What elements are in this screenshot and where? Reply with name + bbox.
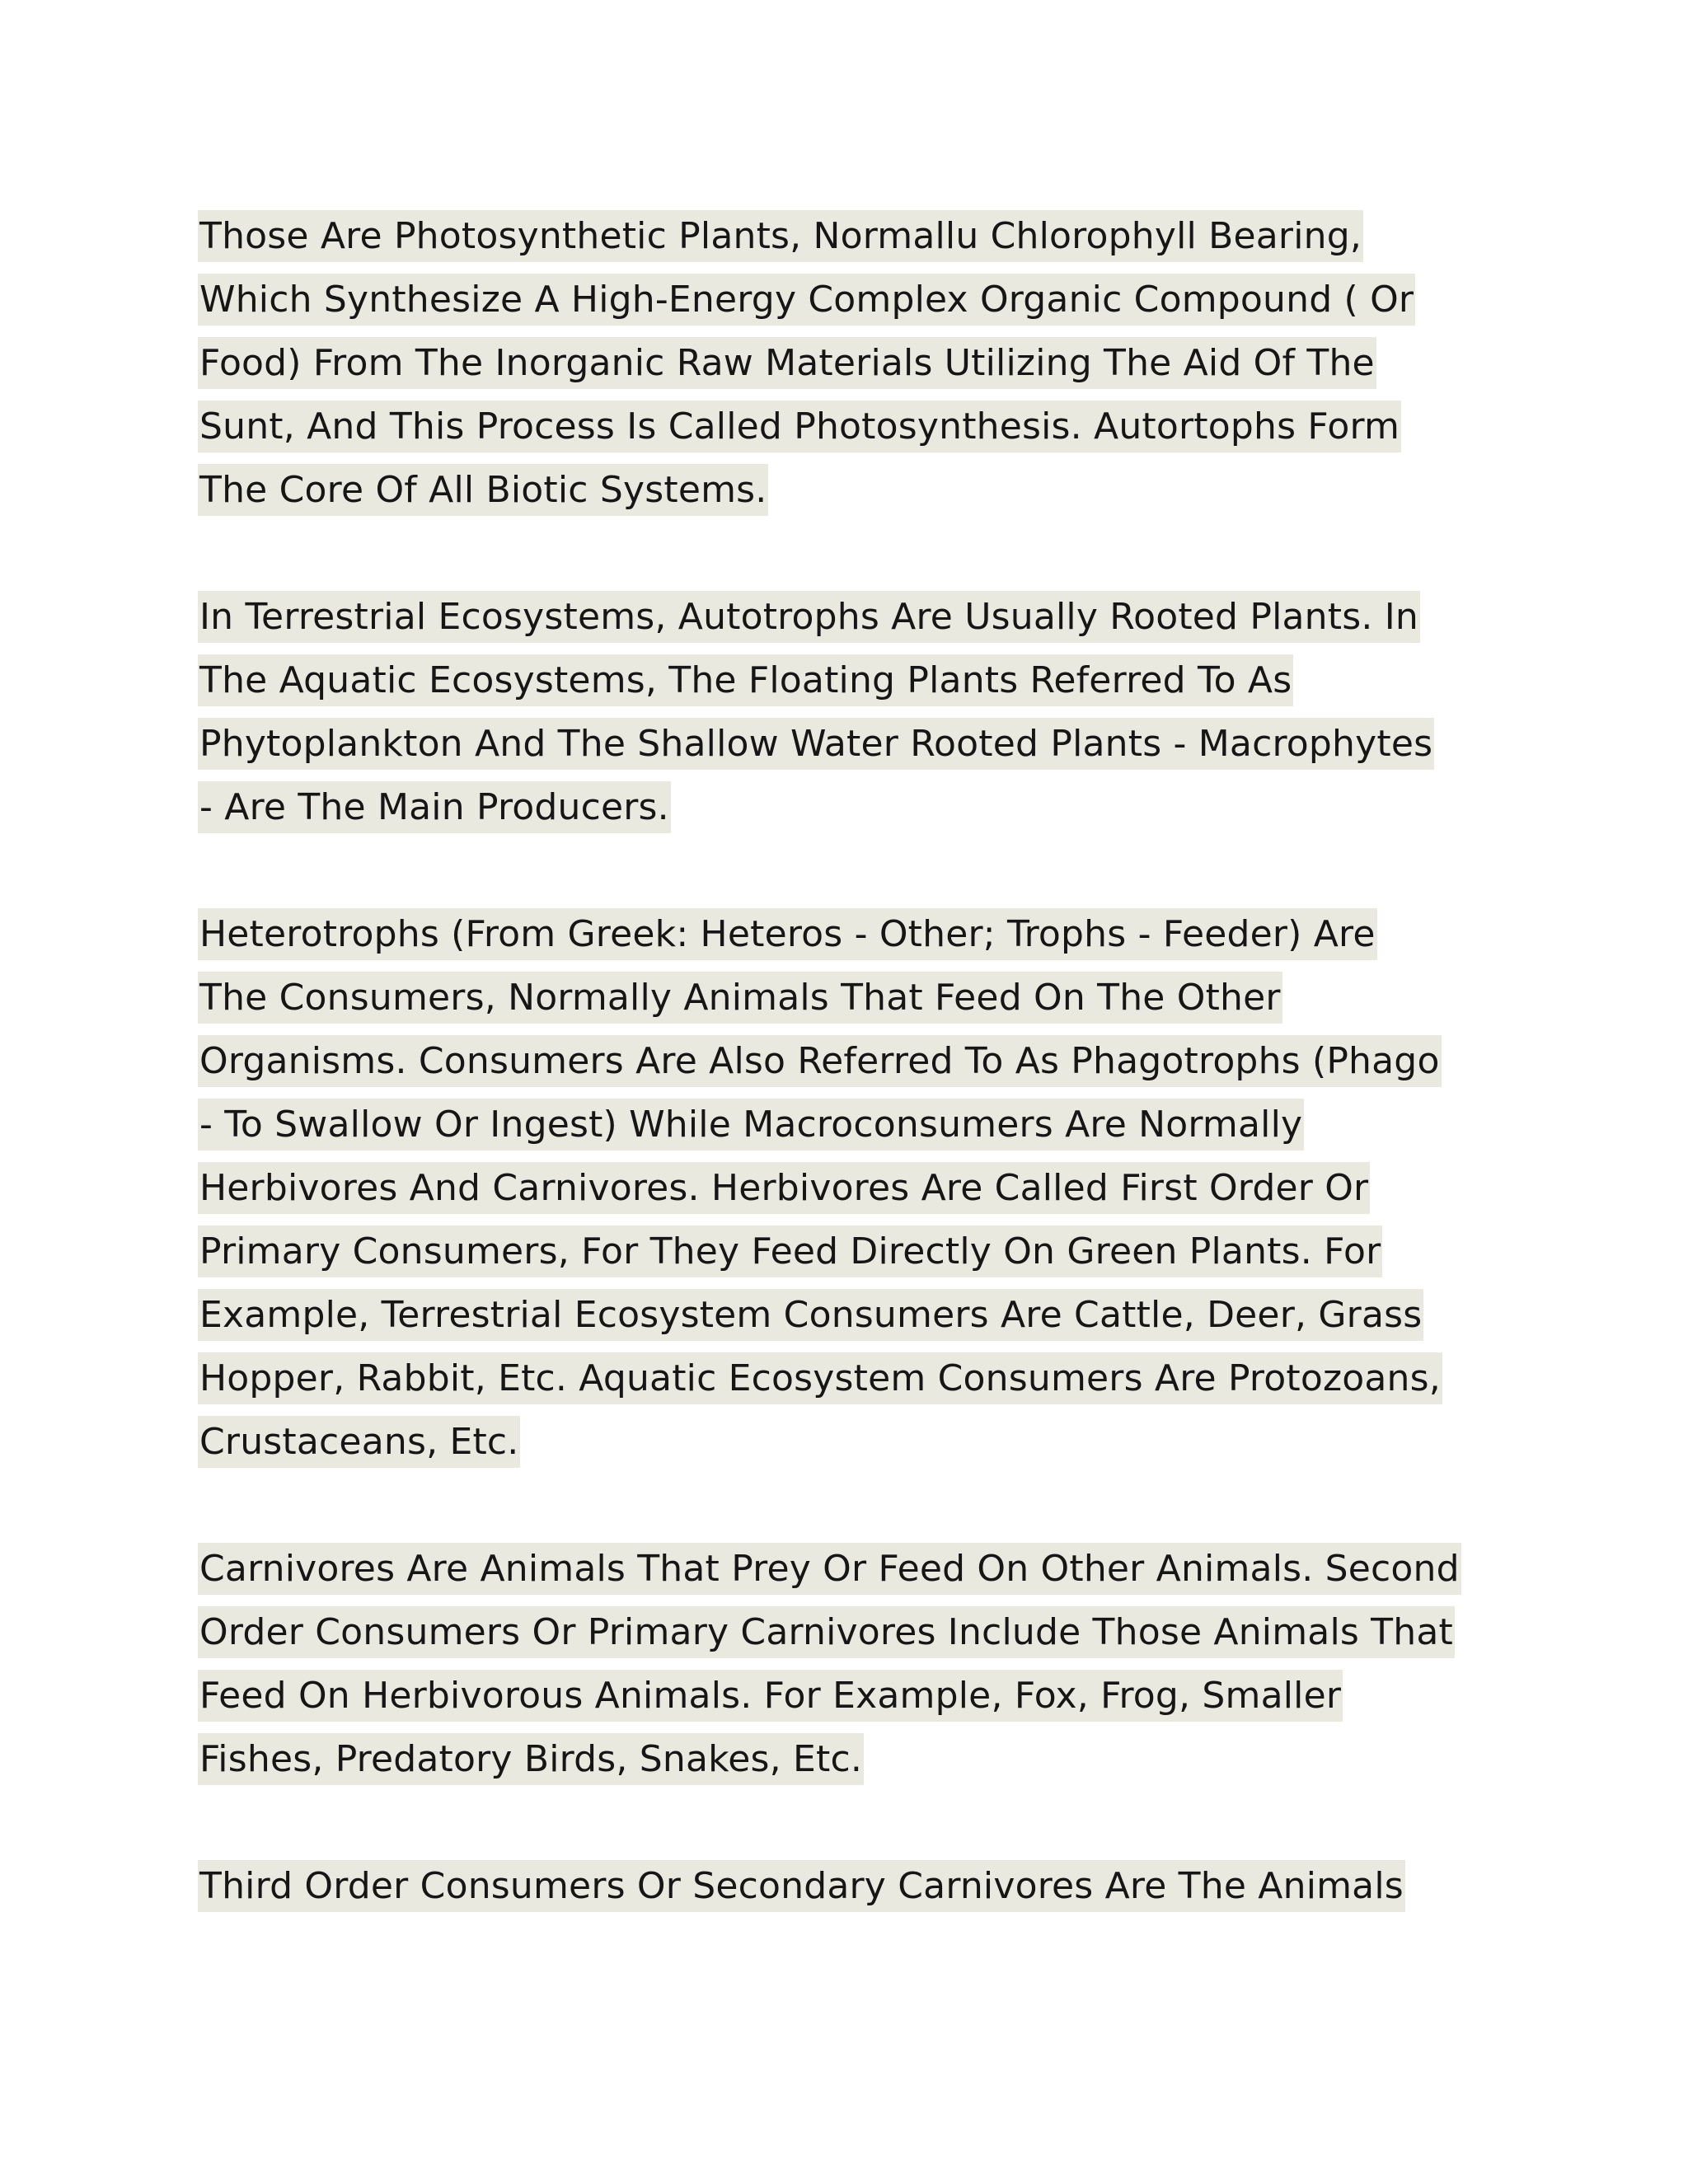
text-line [198, 1601, 1500, 1664]
highlighted-text: Phytoplankton And The Shallow Water Rooted Plants - Macrophytes [198, 718, 1434, 770]
text-line [198, 649, 1500, 712]
highlighted-text: In Terrestrial Ecosystems, Autotrophs Are Usually Rooted Plants. In [198, 591, 1420, 643]
highlighted-text: Organisms. Consumers Are Also Referred To As Phagotrophs (Phago [198, 1035, 1442, 1087]
highlighted-text: Those Are Photosynthetic Plants, Normallu Chlorophyll Bearing, [198, 210, 1363, 262]
paragraph-heterotrophs [198, 902, 1500, 1474]
highlighted-text: Third Order Consumers Or Secondary Carnivores Are The Animals [198, 1860, 1405, 1912]
highlighted-text: Herbivores And Carnivores. Herbivores Are Called First Order Or [198, 1162, 1370, 1214]
text-line [198, 204, 1500, 268]
paragraph-third-order [198, 1854, 1500, 1918]
paragraph-autotrophs [198, 204, 1500, 522]
highlighted-text: Heterotrophs (From Greek: Heteros - Other; Trophs - Feeder) Are [198, 908, 1377, 960]
text-line [198, 268, 1500, 331]
highlighted-text: The Consumers, Normally Animals That Feed On The Other [198, 972, 1282, 1024]
text-line [198, 1156, 1500, 1220]
highlighted-text: Fishes, Predatory Birds, Snakes, Etc. [198, 1733, 864, 1785]
text-line [198, 1347, 1500, 1410]
highlighted-text: Primary Consumers, For They Feed Directly On Green Plants. For [198, 1226, 1382, 1277]
text-line [198, 902, 1500, 966]
highlighted-text: Hopper, Rabbit, Etc. Aquatic Ecosystem Consumers Are Protozoans, [198, 1352, 1442, 1404]
highlighted-text: Example, Terrestrial Ecosystem Consumers Are Cattle, Deer, Grass [198, 1289, 1423, 1341]
text-line [198, 1664, 1500, 1727]
highlighted-text: The Aquatic Ecosystems, The Floating Plants Referred To As [198, 654, 1293, 706]
text-line [198, 1220, 1500, 1283]
text-line [198, 1029, 1500, 1093]
text-line [198, 1093, 1500, 1156]
text-line [198, 776, 1500, 839]
text-line [198, 1854, 1500, 1918]
text-line [198, 1537, 1500, 1601]
highlighted-text: Order Consumers Or Primary Carnivores Include Those Animals That [198, 1606, 1455, 1658]
highlighted-text: - To Swallow Or Ingest) While Macroconsumers Are Normally [198, 1099, 1304, 1151]
highlighted-text: Carnivores Are Animals That Prey Or Feed On Other Animals. Second [198, 1543, 1461, 1595]
highlighted-text: Food) From The Inorganic Raw Materials Utilizing The Aid Of The [198, 337, 1376, 389]
highlighted-text: Feed On Herbivorous Animals. For Example, Fox, Frog, Smaller [198, 1670, 1343, 1722]
text-line [198, 585, 1500, 649]
highlighted-text: The Core Of All Biotic Systems. [198, 464, 768, 516]
highlighted-text: Crustaceans, Etc. [198, 1416, 520, 1468]
highlighted-text: Which Synthesize A High-Energy Complex Organic Compound ( Or [198, 274, 1415, 326]
text-line [198, 1410, 1500, 1474]
text-line [198, 1283, 1500, 1347]
text-line [198, 1727, 1500, 1791]
text-line [198, 395, 1500, 458]
text-line [198, 966, 1500, 1029]
paragraph-producers [198, 585, 1500, 839]
text-line [198, 712, 1500, 776]
document-body [198, 204, 1500, 1981]
highlighted-text: Sunt, And This Process Is Called Photosynthesis. Autortophs Form [198, 401, 1401, 452]
text-line [198, 331, 1500, 395]
text-line [198, 458, 1500, 522]
highlighted-text: - Are The Main Producers. [198, 781, 671, 833]
paragraph-carnivores [198, 1537, 1500, 1791]
